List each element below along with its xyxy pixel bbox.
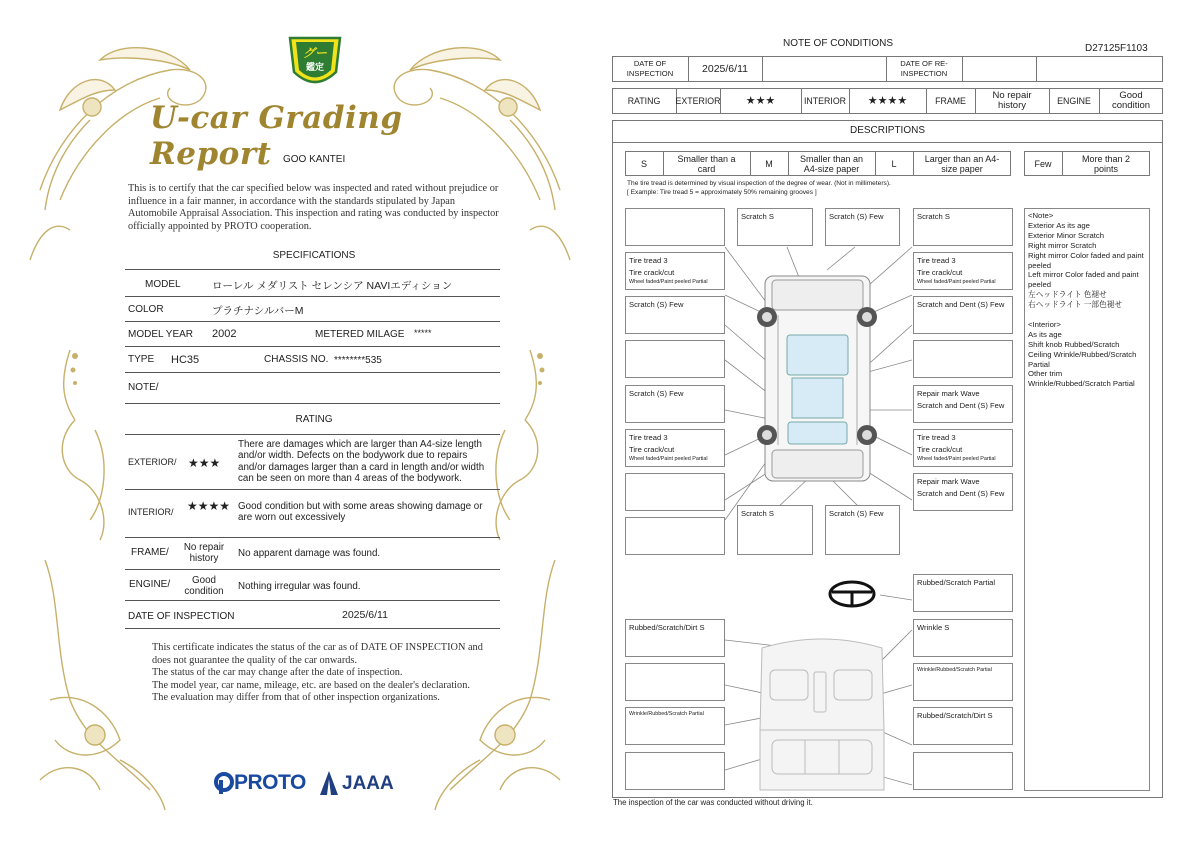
note-line: Wheel faded/Paint peeled Partial xyxy=(629,279,708,285)
divider xyxy=(125,346,500,347)
note-line: Wheel faded/Paint peeled Partial xyxy=(629,456,708,462)
legend-key-s: S xyxy=(640,158,647,169)
legend-text-few: More than 2 points xyxy=(1081,153,1131,174)
note-box-right-side-5 xyxy=(913,473,1013,511)
jaaa-logo-icon xyxy=(318,769,340,797)
exterior-stars: ★★★ xyxy=(188,456,221,470)
legend-text-m: Smaller than an A4-size paper xyxy=(799,153,864,174)
note-box-interior-left-3 xyxy=(625,707,725,745)
engine-value: Good condition xyxy=(1111,90,1151,111)
note-line: Tire crack/cut xyxy=(917,267,963,277)
note-box-bottom-left: Scratch S xyxy=(737,505,813,555)
note-line: Exterior Minor Scratch xyxy=(1028,230,1105,240)
note-line: Tire crack/cut xyxy=(629,267,675,277)
note-line: Wrinkle/Rubbed/Scratch Partial xyxy=(917,667,992,673)
condition-notes-panel xyxy=(1024,208,1150,791)
frame-value: No repair history xyxy=(183,542,225,565)
divider xyxy=(125,296,500,297)
note-box-left-tire-rear xyxy=(625,429,725,467)
certificate-disclaimer xyxy=(152,642,492,705)
model-label: MODEL xyxy=(145,279,181,290)
divider xyxy=(125,372,500,373)
divider xyxy=(125,403,500,404)
legend-key-few: Few xyxy=(1034,158,1052,169)
tread-example: [ Example: Tire tread 5 = approximately 50% remaining grooves ] xyxy=(627,189,817,196)
note-line: <Note> xyxy=(1028,211,1054,220)
disclaimer-line: The evaluation may differ from that of other inspection organizations. xyxy=(152,692,440,703)
specifications-heading: SPECIFICATIONS xyxy=(272,250,356,261)
note-line: Shift knob Rubbed/Scratch xyxy=(1028,339,1120,349)
note-box-empty xyxy=(625,752,725,790)
note-line: 左ヘッドライト 色褪せ xyxy=(1028,290,1107,300)
legend-key-m: M xyxy=(765,158,773,169)
note-line: Ceiling Wrinkle/Rubbed/Scratch Partial xyxy=(1028,349,1137,369)
note-line: Scratch and Dent (S) Few xyxy=(917,400,1005,410)
note-line: 右ヘッドライト 一部色褪せ xyxy=(1028,300,1123,310)
legend-text-l: Larger than an A4-size paper xyxy=(924,153,1000,174)
note-box-empty xyxy=(913,752,1013,790)
note-line: Right mirror Scratch xyxy=(1028,240,1097,250)
note-line: Wheel faded/Paint peeled Partial xyxy=(917,279,996,285)
note-box-empty xyxy=(625,473,725,511)
interior-stars: ★★★★ xyxy=(867,95,908,107)
note-label: NOTE/ xyxy=(128,382,159,393)
chassis-label: CHASSIS NO. xyxy=(264,354,329,365)
date-of-reinspection-label: DATE OF RE-INSPECTION xyxy=(900,59,948,78)
car-top-view xyxy=(757,276,877,481)
disclaimer-line: This certificate indicates the status of the car as of DATE OF INSPECTION and does not guarantee the quality of the car onwards. xyxy=(152,642,483,666)
note-line: Wrinkle/Rubbed/Scratch Partial xyxy=(629,711,704,717)
note-box-empty xyxy=(625,663,725,701)
note-line: <Interior> xyxy=(1028,319,1061,329)
note-box-left-tire-front xyxy=(625,252,725,290)
frame-value: No repair history xyxy=(992,90,1032,111)
note-line: As its age xyxy=(1028,329,1062,339)
note-box-top-mid: Scratch (S) Few xyxy=(825,208,900,246)
note-box-left-side-1: Scratch (S) Few xyxy=(625,296,725,334)
interior-stars: ★★★★ xyxy=(187,499,231,513)
date-of-inspection-value: 2025/6/11 xyxy=(702,63,748,75)
note-box-right-side-1: Scratch and Dent (S) Few xyxy=(913,296,1013,334)
divider xyxy=(125,269,500,270)
note-line: Exterior As its age xyxy=(1028,220,1090,230)
report-title: U-car Grading Report xyxy=(150,100,403,172)
note-box-right-tire-rear xyxy=(913,429,1013,467)
note-line: Left mirror Color faded and paint peeled xyxy=(1028,270,1139,290)
metered-milage-label: METERED MILAGE xyxy=(315,329,405,340)
descriptions-heading: DESCRIPTIONS xyxy=(849,125,925,136)
note-box-top-right: Scratch S xyxy=(913,208,1013,246)
note-line: Wheel faded/Paint peeled Partial xyxy=(917,456,996,462)
exterior-label: EXTERIOR/ xyxy=(128,457,177,467)
frame-description: No apparent damage was found. xyxy=(238,548,381,559)
interior-description: Good condition but with some areas showing damage or are worn out excessively xyxy=(238,501,483,524)
date-of-inspection-label: DATE OF INSPECTION xyxy=(626,59,674,78)
note-line: Tire tread 3 xyxy=(917,256,956,265)
exterior-description: There are damages which are larger than A4-size length and/or width. Defects on the bodywork due to repairs and/or damages larger than a card in length and/or width can be seen on more than 4 areas of the bodywork. xyxy=(238,439,485,485)
tread-note: The tire tread is determined by visual inspection of the degree of wear. (Not in millimeters). xyxy=(627,180,891,187)
note-box-interior-right-3: Rubbed/Scratch/Dirt S xyxy=(913,707,1013,745)
note-box-empty xyxy=(625,208,725,246)
note-line: Tire tread 3 xyxy=(629,256,668,265)
note-line: Tire tread 3 xyxy=(629,433,668,442)
car-interior-view xyxy=(760,639,884,790)
engine-label: ENGINE xyxy=(1057,96,1091,106)
proto-logo-icon xyxy=(213,770,235,796)
exterior-stars: ★★★ xyxy=(745,95,776,107)
jaaa-logo: JAAA xyxy=(342,773,394,794)
engine-value: Good condition xyxy=(184,575,224,598)
note-line: Right mirror Color faded and paint peeled xyxy=(1028,250,1144,270)
note-box-right-side-3 xyxy=(913,385,1013,423)
rating-label: RATING xyxy=(627,96,661,106)
note-box-bottom-mid: Scratch (S) Few xyxy=(825,505,900,555)
divider xyxy=(125,600,500,601)
divider xyxy=(125,489,500,490)
divider xyxy=(125,537,500,538)
divider xyxy=(125,628,500,629)
frame-label: FRAME/ xyxy=(131,547,169,558)
engine-label: ENGINE/ xyxy=(129,579,171,590)
note-line: Tire crack/cut xyxy=(917,444,963,454)
color-value: プラチナシルバーM xyxy=(212,305,304,317)
interior-label: INTERIOR/ xyxy=(128,507,174,517)
badge-mark: グー xyxy=(302,46,327,60)
note-box-empty xyxy=(913,340,1013,378)
note-box-interior-right-2 xyxy=(913,663,1013,701)
metered-milage-value: ***** xyxy=(414,328,432,338)
divider xyxy=(125,434,500,435)
divider xyxy=(125,569,500,570)
note-box-right-tire-front xyxy=(913,252,1013,290)
conditions-heading: NOTE OF CONDITIONS xyxy=(783,38,893,49)
badge-text: 鑑定 xyxy=(305,62,324,72)
legend-key-l: L xyxy=(891,158,897,169)
legend-text-s: Smaller than a card xyxy=(677,153,736,174)
model-year-value: 2002 xyxy=(212,328,237,340)
date-of-inspection-value: 2025/6/11 xyxy=(342,609,388,621)
date-of-inspection-label: DATE OF INSPECTION xyxy=(128,611,235,622)
type-label: TYPE xyxy=(128,354,155,365)
note-line: Repair mark Wave xyxy=(917,389,980,398)
steering-wheel-icon xyxy=(830,582,874,606)
note-box-top-left: Scratch S xyxy=(737,208,813,246)
inspection-footer-note: The inspection of the car was conducted without driving it. xyxy=(613,798,813,807)
note-box-interior-right-1: Wrinkle S xyxy=(913,619,1013,657)
disclaimer-line: The status of the car may change after the date of inspection. xyxy=(152,667,403,678)
note-box-interior-left-1: Rubbed/Scratch/Dirt S xyxy=(625,619,725,657)
rating-heading: RATING xyxy=(295,414,333,425)
engine-description: Nothing irregular was found. xyxy=(238,581,361,592)
proto-logo: PROTO xyxy=(234,771,306,794)
note-box-left-side-3: Scratch (S) Few xyxy=(625,385,725,423)
frame-label: FRAME xyxy=(935,96,966,106)
note-line: Other trim Wrinkle/Rubbed/Scratch Partial xyxy=(1028,369,1135,389)
note-box-empty xyxy=(625,340,725,378)
exterior-label: EXTERIOR xyxy=(675,96,721,106)
note-line xyxy=(1028,310,1146,320)
report-subtitle: GOO KANTEI xyxy=(283,154,346,165)
note-line: Tire tread 3 xyxy=(917,433,956,442)
report-id: D27125F1103 xyxy=(1085,43,1148,54)
type-value: HC35 xyxy=(171,354,200,366)
disclaimer-line: The model year, car name, mileage, etc. are based on the dealer's declaration. xyxy=(152,679,470,691)
note-box-empty xyxy=(625,517,725,555)
model-year-label: MODEL YEAR xyxy=(128,329,194,340)
note-line: Tire crack/cut xyxy=(629,444,675,454)
note-box-steering: Rubbed/Scratch Partial xyxy=(913,574,1013,612)
certification-statement: This is to certify that the car specified below was inspected and rated without prejudice or influence in a fair manner, in accordance with the standards stipulated by Japan Automobile Appraisal Association. This inspection and rating was conducted by inspector officially appointed by PROTO cooperation. xyxy=(128,183,499,232)
divider xyxy=(125,321,500,322)
chassis-value: ********535 xyxy=(334,355,382,366)
model-value: ローレル メダリスト セレンシア NAVIエディション xyxy=(212,280,453,292)
color-label: COLOR xyxy=(128,304,164,315)
note-line: Repair mark Wave xyxy=(917,477,980,486)
note-line: Scratch and Dent (S) Few xyxy=(917,488,1005,498)
interior-label: INTERIOR xyxy=(803,96,847,106)
